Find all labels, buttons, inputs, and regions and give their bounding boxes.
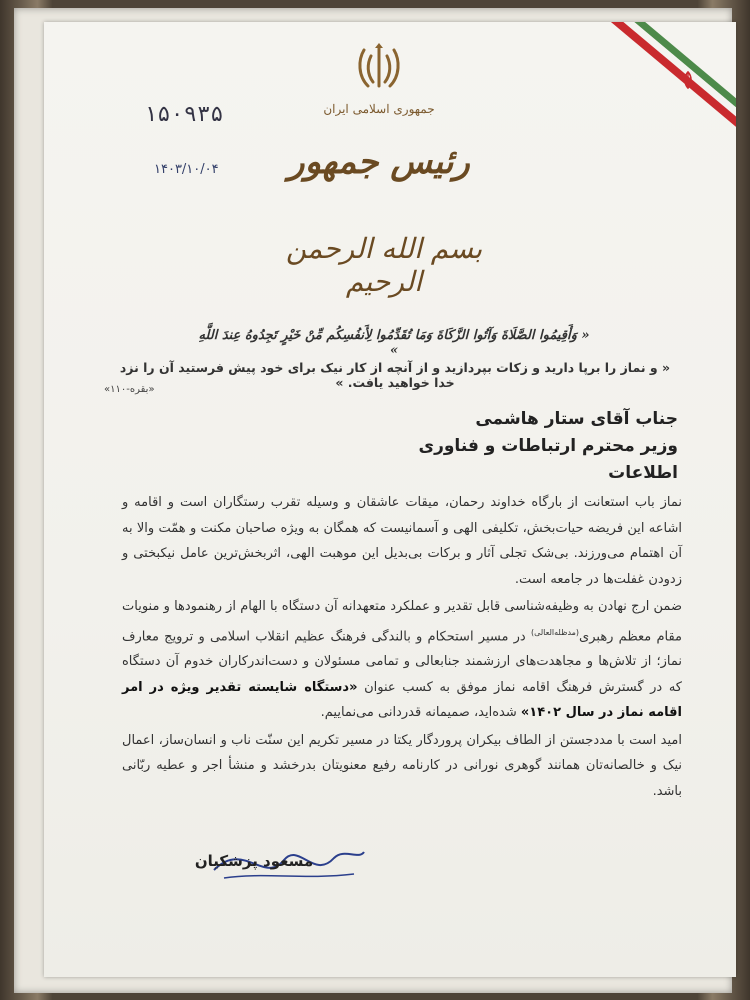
flag-emblem-icon	[678, 70, 698, 90]
frame-mat	[14, 8, 732, 993]
letter-body	[122, 490, 682, 806]
country-name: جمهوری اسلامی ایران	[323, 102, 435, 116]
p2-start: ضمن ارج نهادن به وظیفه‌شناسی قابل تقدیر و عملکرد متعهدانه آن دستگاه با الهام از رهنمودها و منویات مقام معظم رهبری	[122, 599, 682, 644]
body-paragraph-3: امید است با مددجستن از الطاف بیکران پروردگار یکتا در مسیر تکریم این سنّت ناب و انسان‌ساز، اعمال نیک و خالصانه‌تان همانند گوهری نورانی در کارنامه رفیع معنویتان بدرخشد و منشأ اجر و عطیه ربّانی باشد.	[122, 732, 682, 799]
letter-date: ۱۴۰۳/۱۰/۰۴	[154, 162, 219, 177]
verse-translation: « و نماز را برپا دارید و زکات بپردازید و از آنچه از کار نیک برای خود پیش فرستید آن را نزد خدا خواهید یافت. »	[119, 360, 671, 390]
signer-name: مسعود پزشکیان	[194, 852, 314, 870]
body-paragraph-1: نماز باب استعانت از بارگاه خداوند رحمان، میقات عاشقان و وسیله تقرب رستگاران است و اقامه و اشاعه این فریضه حیات‌بخش، تکلیفی الهی و آسمانیست که همگان به ویژه صاحبان مکنت و همّت والا به آن اهتمام می‌ورزند. بی‌شک تجلی آثار و برکات بی‌بدیل این موهبت الهی، اثربخش‌ترین عامل نیکبختی و زدودن غفلت‌ها در جامعه است.	[122, 495, 682, 587]
recipient-block	[344, 406, 678, 488]
iran-emblem-icon	[356, 42, 402, 90]
p2-end: شده‌اید، صمیمانه قدردانی می‌نماییم.	[320, 705, 521, 721]
award-title: «دستگاه شایسته تقدیر ویژه در امر اقامه نماز در سال ۱۴۰۲»	[122, 679, 682, 721]
letter-number: ۱۵۰۹۳۵	[144, 102, 224, 127]
recipient-name: جناب آقای ستار هاشمی	[475, 409, 678, 429]
iran-flag-ribbon	[570, 22, 736, 135]
p2-mid: در مسیر استحکام و بالندگی فرهنگ عظیم انقلاب اسلامی و ترویج معارف نماز؛ از تلاش‌ها و مجاهدت‌های ارزشمند جنابعالی و تمامی مسئولان و دست‌اندرکاران خدوم آن دستگاه که در گسترش فرهنگ اقامه نماز موفق به کسب عنوان	[122, 628, 682, 695]
quran-verse: « وَأَقِیمُوا الصَّلَاةَ وَآتُوا الزَّکَاةَ وَمَا تُقَدِّمُوا لِأَنفُسِکُم مِّنْ خَیْرٍ تَجِدُوهُ عِندَ اللَّهِ »	[198, 328, 590, 358]
leader-honorific: (مدظله‌العالی)	[530, 627, 580, 637]
body-paragraph-2	[122, 594, 682, 726]
verse-reference: «بقره-۱۱۰»	[104, 384, 155, 395]
recipient-title: وزیر محترم ارتباطات و فناوری اطلاعات	[418, 436, 678, 484]
letter-paper	[44, 22, 736, 977]
basmala: بسم الله الرحمن الرحیم	[285, 232, 483, 298]
office-title: رئیس جمهور	[288, 142, 470, 182]
